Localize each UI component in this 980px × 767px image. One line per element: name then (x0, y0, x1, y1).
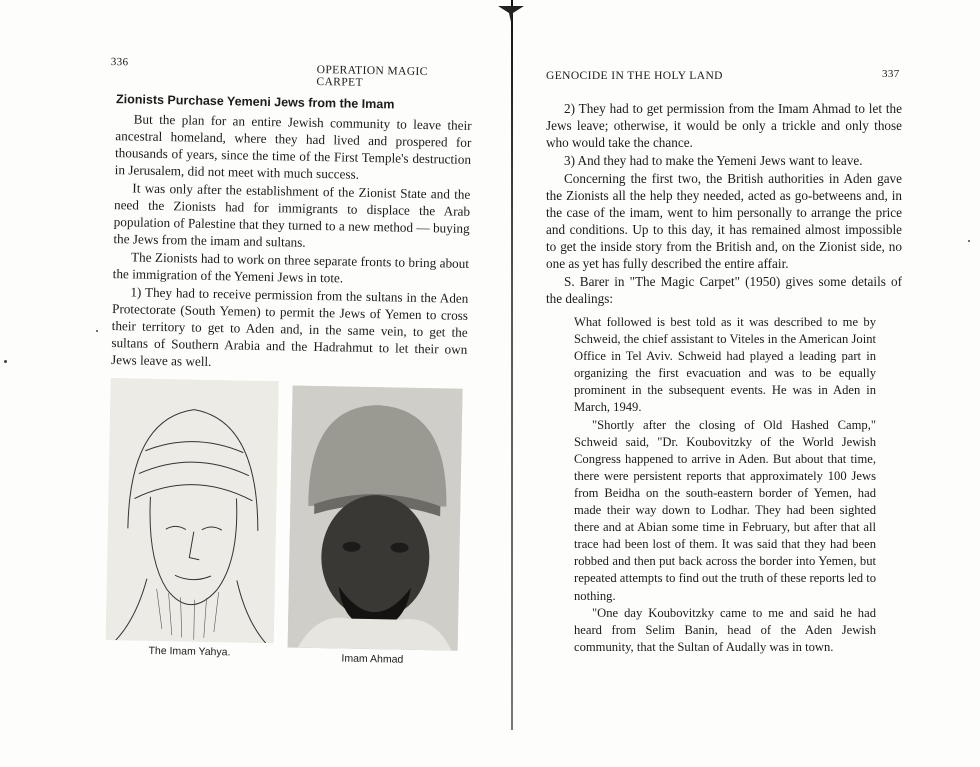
paragraph: 3) And they had to make the Yemeni Jews want to leave. (564, 153, 863, 168)
page-number: 336 (110, 55, 129, 69)
scan-speck (96, 330, 98, 332)
paragraph: 1) They had to receive permission from the sultans in the Aden Protectorate (South Yemen) to permit the Jews of Yemen to cross their territory to get to Aden and, in the same vein, to get the sultans of Southern Arabia and the Hadrahmut to let their own Jews leave as well. (110, 284, 469, 369)
gutter-shadow-icon (496, 4, 526, 22)
paragraph: But the plan for an entire Jewish community to leave their ancestral homeland, where they had lived and prospered for thousands of years, since the time of the First Temple's destruction in Jerusalem, did not meet with much success. (114, 111, 472, 182)
quote-paragraph: "One day Koubovitzky came to me and said he had heard from Selim Banin, head of the Aden Jewish community, that the Sultan of Audally was in town. (574, 605, 876, 654)
paragraph: S. Barer in "The Magic Carpet" (1950) gives some details of the dealings: (546, 274, 902, 306)
right-body (546, 100, 902, 308)
figure-caption: Imam Ahmad (341, 652, 404, 666)
figure-caption: The Imam Yahya. (148, 644, 231, 659)
paragraph: 2) They had to get permission from the Imam Ahmad to let the Jews leave; otherwise, it would be only a trickle and only those who would take the chance. (546, 101, 902, 150)
portrait-sketch-icon (106, 378, 279, 643)
book-gutter (511, 0, 513, 730)
running-head: GENOCIDE IN THE HOLY LAND (546, 70, 723, 82)
quote-paragraph: "Shortly after the closing of Old Hashed Camp," Schweid said, "Dr. Koubovitzky of the World Jewish Congress happened to arrive in Aden. But about that time, there were persistent reports that approximately 100 Jews from Beidha on the south-eastern border of Yemen, had made their way down to Lodhar. They had been sighted there and at Abian some time in February, but after that all trace had been lost of them. It was said that they had been robbed and then put back across the border into Yemen, but repeated attempts to find out the truth of these reports led to nothing. (574, 417, 876, 603)
block-quote (574, 314, 876, 656)
scan-speck (4, 360, 7, 363)
paragraph: It was only after the establishment of the Zionist State and the need the Zionists had for immigrants to displace the Arab population of Palestine that they turned to a new method — buying the Jews from the imam and sultans. (113, 180, 471, 250)
left-page (110, 0, 476, 666)
paragraph: Concerning the first two, the British authorities in Aden gave the Zionists all the help they needed, acted as go-betweens and, in the case of the imam, went to him personally to arrange the price and conditions. Up to this day, it has remained almost impossible to get the inside story from the British and, on the Zionist side, no one as yet has fully described the entire affair. (546, 171, 902, 271)
page-number: 337 (882, 68, 900, 80)
quote-paragraph: What followed is best told as it was described to me by Schweid, the chief assistant to Viteles in the American Joint Office in Tel Aviv. Schweid had played a leading part in organizing the first evacuation and was to be equally prominent in the subsequent events. He was in Aden in March, 1949. (574, 315, 876, 415)
left-body (111, 110, 472, 376)
paragraph: The Zionists had to work on three separate fronts to bring about the immigration of the Yemeni Jews in tote. (112, 249, 470, 286)
section-heading: Zionists Purchase Yemeni Jews from the Imam (115, 92, 395, 112)
running-head: OPERATION MAGIC CARPET (316, 63, 428, 89)
portrait-photo-icon (288, 386, 463, 651)
figure-imam-yahya (106, 378, 279, 643)
scan-speck (968, 240, 970, 242)
figure-imam-ahmad (288, 386, 463, 651)
